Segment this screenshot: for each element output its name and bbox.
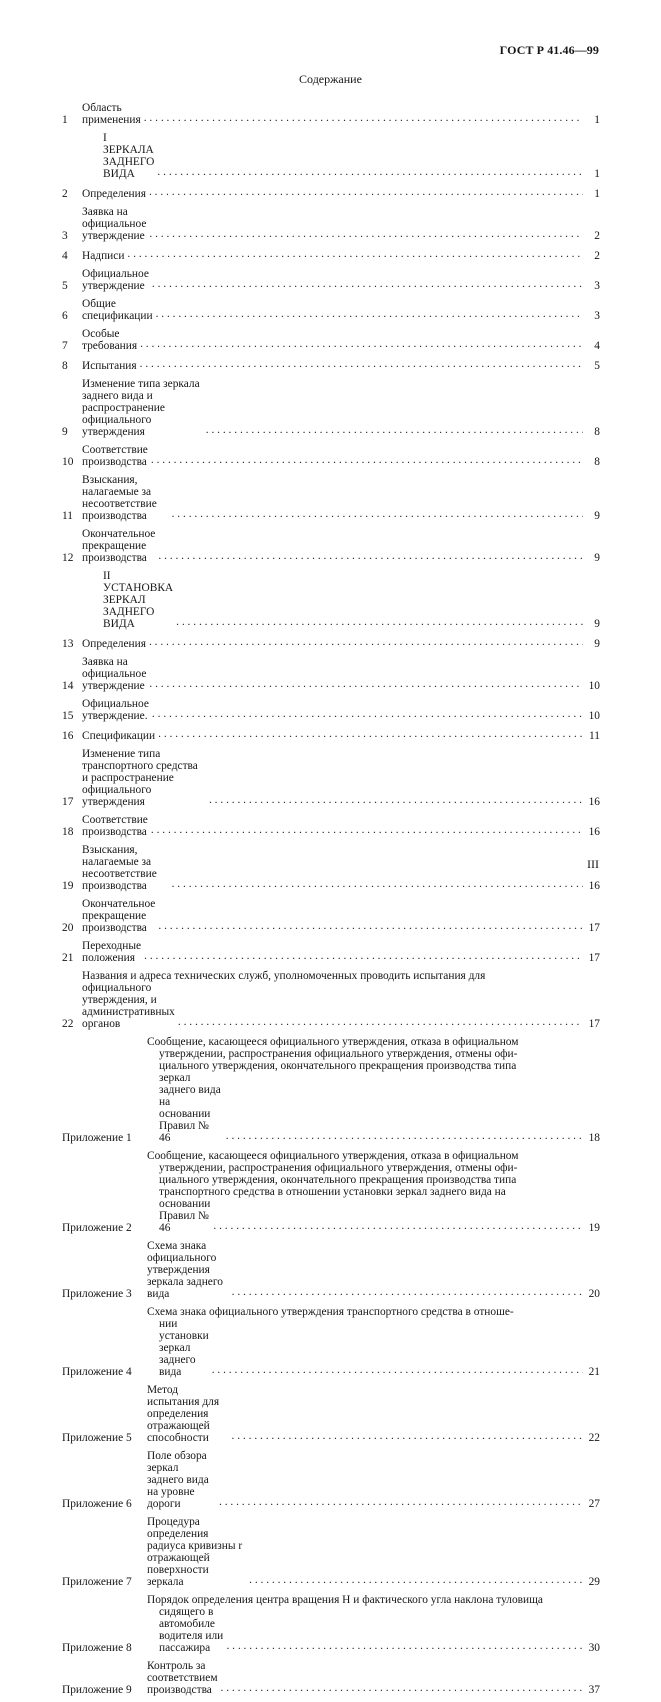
annex-title xyxy=(147,1384,600,1444)
entry-title: Взыскания, налагаемые за несоответствие производства xyxy=(82,474,157,522)
entry-page: 8 xyxy=(594,456,600,468)
entry-page: 2 xyxy=(594,250,600,262)
dot-leader xyxy=(157,166,583,178)
toc-entry[interactable] xyxy=(62,186,600,200)
annex-title xyxy=(147,1660,600,1696)
entry-body xyxy=(82,814,600,838)
annex-number: Приложение 6 xyxy=(62,1498,132,1510)
entry-page: 3 xyxy=(594,310,600,322)
entry-body xyxy=(82,186,600,200)
annex-title xyxy=(147,1306,600,1378)
dot-leader xyxy=(127,248,583,260)
annex-title-last xyxy=(147,1450,600,1510)
toc-entry[interactable] xyxy=(62,748,600,808)
toc-entry[interactable] xyxy=(62,444,600,468)
entry-number: 21 xyxy=(62,952,74,964)
annex-title-line: Процедура определения радиуса кривизны r отражающей поверхности зеркала xyxy=(147,1516,243,1588)
entry-body xyxy=(82,698,600,722)
dot-leader xyxy=(149,186,583,198)
dot-leader xyxy=(144,112,583,124)
dot-leader xyxy=(176,616,583,628)
entry-page: 3 xyxy=(594,280,600,292)
entry-title: Надписи xyxy=(82,250,125,262)
entry-title: Взыскания, налагаемые за несоответствие производства xyxy=(82,844,157,892)
toc-entry[interactable] xyxy=(62,328,600,352)
annex-title-line: утверждении, распространения официального утверждения, отмены офи- xyxy=(159,1162,518,1174)
annex-page: 30 xyxy=(588,1642,600,1654)
entry-number: 3 xyxy=(62,230,68,242)
dot-leader xyxy=(151,824,583,836)
annex-number: Приложение 7 xyxy=(62,1576,132,1588)
annex-title-last xyxy=(147,1660,600,1696)
entry-body xyxy=(82,206,600,242)
annex-title-last xyxy=(147,1072,600,1144)
entry-page: 17 xyxy=(588,952,600,964)
entry-title: Официальное утверждение. xyxy=(82,698,149,722)
entry-body xyxy=(82,570,600,630)
annex-page: 19 xyxy=(588,1222,600,1234)
annex-title-line: Сообщение, касающееся официального утверждения, отказа в официальном xyxy=(147,1036,519,1048)
annex-page: 37 xyxy=(588,1684,600,1696)
annex-page: 20 xyxy=(588,1288,600,1300)
annex-title-line: утверждении, распространения официального утверждения, отмены офи- xyxy=(159,1048,518,1060)
entry-title: Спецификации xyxy=(82,730,156,742)
entry-title: Изменение типа зеркала заднего вида и распространение официального утверждения xyxy=(82,378,200,438)
annex-number: Приложение 9 xyxy=(62,1684,132,1696)
dot-leader xyxy=(232,1430,583,1442)
entry-title: Соответствие производства xyxy=(82,814,148,838)
annex-title-line: зеркал заднего вида на основании Правил № 46 xyxy=(159,1072,221,1144)
annex-title-last xyxy=(147,1516,600,1588)
entry-page: 4 xyxy=(594,340,600,352)
entry-page: 16 xyxy=(588,880,600,892)
dot-leader xyxy=(172,508,583,520)
toc-entry[interactable] xyxy=(62,378,600,438)
dot-leader xyxy=(140,338,583,350)
annex-page: 18 xyxy=(588,1132,600,1144)
entry-body xyxy=(82,358,600,372)
entry-page: 9 xyxy=(594,552,600,564)
dot-leader xyxy=(226,1130,583,1142)
annex-title-last xyxy=(147,1318,600,1378)
dot-leader xyxy=(172,878,583,890)
entry-number: 11 xyxy=(62,510,73,522)
entry-number: 5 xyxy=(62,280,68,292)
entry-page: 2 xyxy=(594,230,600,242)
dot-leader xyxy=(221,1682,583,1694)
toc-entry[interactable] xyxy=(62,132,600,180)
annex-number: Приложение 3 xyxy=(62,1288,132,1300)
toc-entry[interactable] xyxy=(62,248,600,262)
dot-leader xyxy=(249,1574,583,1586)
entry-body xyxy=(82,844,600,892)
entry-title: Соответствие производства xyxy=(82,444,148,468)
annex-number: Приложение 5 xyxy=(62,1432,132,1444)
annex-title-line: Контроль за соответствием производства xyxy=(147,1660,218,1696)
annex-title-line: Сообщение, касающееся официального утверждения, отказа в официальном xyxy=(147,1150,519,1162)
page-number: III xyxy=(587,857,599,871)
toc-entry[interactable] xyxy=(62,970,600,1030)
dot-leader xyxy=(140,358,583,370)
annex-page: 21 xyxy=(588,1366,600,1378)
entry-title: Окончательное прекращение производства xyxy=(82,528,156,564)
entry-number: 12 xyxy=(62,552,74,564)
entry-page: 5 xyxy=(594,360,600,372)
entry-number: 2 xyxy=(62,188,68,200)
annex-title xyxy=(147,1450,600,1510)
entry-body xyxy=(82,656,600,692)
entry-page: 1 xyxy=(594,168,600,180)
annex-title-line: Порядок определения центра вращения H и фактического угла наклона туловища xyxy=(147,1594,543,1606)
entry-title: II УСТАНОВКА ЗЕРКАЛ ЗАДНЕГО ВИДА xyxy=(103,570,174,630)
entry-page: 16 xyxy=(588,826,600,838)
entry-number: 17 xyxy=(62,796,74,808)
entry-number: 1 xyxy=(62,114,68,126)
toc-entry[interactable] xyxy=(62,814,600,838)
annex-entry[interactable] xyxy=(62,1036,600,1144)
entry-title: Общие спецификации xyxy=(82,298,153,322)
dot-leader xyxy=(144,950,583,962)
annex-number: Приложение 8 xyxy=(62,1642,132,1654)
entry-title: Область применения xyxy=(82,102,141,126)
entry-title-last xyxy=(82,982,600,1030)
annex-entry[interactable] xyxy=(62,1450,600,1510)
annex-title-line: Схема знака официального утверждения транспортного средства в отноше- xyxy=(147,1306,514,1318)
dot-leader xyxy=(219,1496,583,1508)
entry-page: 8 xyxy=(594,426,600,438)
annex-entry[interactable] xyxy=(62,1594,600,1654)
dot-leader xyxy=(209,794,583,806)
entry-title: Заявка на официальное утверждение xyxy=(82,656,147,692)
toc-entry[interactable] xyxy=(62,102,600,126)
toc-entry[interactable] xyxy=(62,268,600,292)
entry-page: 1 xyxy=(594,188,600,200)
entry-title: Особые требования xyxy=(82,328,138,352)
entry-body xyxy=(82,728,600,742)
entry-number: 20 xyxy=(62,922,74,934)
toc-entry[interactable] xyxy=(62,570,600,630)
toc-entry[interactable] xyxy=(62,940,600,964)
dot-leader xyxy=(178,1016,583,1028)
dot-leader xyxy=(158,728,583,740)
dot-leader xyxy=(226,1640,583,1652)
entry-number: 8 xyxy=(62,360,68,372)
entry-title: Испытания xyxy=(82,360,137,372)
entry-title-line: официального утверждения, и административных органов xyxy=(82,982,175,1030)
annex-number: Приложение 1 xyxy=(62,1132,132,1144)
dot-leader xyxy=(213,1220,583,1232)
toc-entry[interactable] xyxy=(62,636,600,650)
entry-page: 16 xyxy=(588,796,600,808)
entry-number: 7 xyxy=(62,340,68,352)
toc-entry[interactable] xyxy=(62,898,600,934)
entry-title: Переходные положения xyxy=(82,940,142,964)
dot-leader xyxy=(151,454,583,466)
dot-leader xyxy=(149,636,583,648)
entry-title: Официальное утверждение xyxy=(82,268,149,292)
entry-body xyxy=(82,298,600,322)
entry-title-line: Названия и адреса технических служб, уполномоченных проводить испытания для xyxy=(82,970,486,982)
annex-page: 29 xyxy=(588,1576,600,1588)
annex-entry[interactable] xyxy=(62,1240,600,1300)
dot-leader xyxy=(149,678,583,690)
annex-entry[interactable] xyxy=(62,1516,600,1588)
entry-number: 10 xyxy=(62,456,74,468)
entry-title: Определения xyxy=(82,188,146,200)
entry-title: Окончательное прекращение производства xyxy=(82,898,156,934)
annex-entry[interactable] xyxy=(62,1150,600,1234)
entry-page: 10 xyxy=(588,710,600,722)
entry-body xyxy=(82,748,600,808)
entry-page: 17 xyxy=(588,922,600,934)
entry-body xyxy=(82,102,600,126)
annex-page: 22 xyxy=(588,1432,600,1444)
dot-leader xyxy=(206,424,583,436)
annex-title-last xyxy=(147,1198,600,1234)
entry-page: 9 xyxy=(594,510,600,522)
dot-leader xyxy=(212,1364,583,1376)
entry-number: 14 xyxy=(62,680,74,692)
entry-page: 9 xyxy=(594,618,600,630)
annex-title-line: транспортного средства в отношении установки зеркал заднего вида на xyxy=(159,1186,506,1198)
annex-title-last xyxy=(147,1606,600,1654)
toc-entry[interactable] xyxy=(62,528,600,564)
toc-entry[interactable] xyxy=(62,844,600,892)
entry-number: 13 xyxy=(62,638,74,650)
entry-number: 22 xyxy=(62,1018,74,1030)
entry-page: 11 xyxy=(589,730,600,742)
toc-entry[interactable] xyxy=(62,728,600,742)
annex-entry[interactable] xyxy=(62,1306,600,1378)
entry-number: 4 xyxy=(62,250,68,262)
dot-leader xyxy=(149,228,583,240)
entry-body xyxy=(82,268,600,292)
annex-title xyxy=(147,1036,600,1144)
toc-entry[interactable] xyxy=(62,474,600,522)
annex-title-last xyxy=(147,1384,600,1444)
toc-entry[interactable] xyxy=(62,206,600,242)
entry-body xyxy=(82,528,600,564)
annex-title-line: циального утверждения, окончательного прекращения производства типа xyxy=(159,1060,517,1072)
annex-title xyxy=(147,1240,600,1300)
entry-number: 16 xyxy=(62,730,74,742)
entry-body xyxy=(82,940,600,964)
entry-body xyxy=(82,444,600,468)
annex-title-line: Схема знака официального утверждения зеркала заднего вида xyxy=(147,1240,223,1300)
toc-entry[interactable] xyxy=(62,358,600,372)
annex-number: Приложение 2 xyxy=(62,1222,132,1234)
dot-leader xyxy=(156,308,583,320)
entry-title: I ЗЕРКАЛА ЗАДНЕГО ВИДА xyxy=(103,132,155,180)
entry-title: Заявка на официальное утверждение xyxy=(82,206,147,242)
entry-number: 18 xyxy=(62,826,74,838)
entry-number: 15 xyxy=(62,710,74,722)
entry-page: 10 xyxy=(588,680,600,692)
toc-entry[interactable] xyxy=(62,298,600,322)
annex-number: Приложение 4 xyxy=(62,1366,132,1378)
annex-title-line: Метод испытания для определения отражающей способности xyxy=(147,1384,220,1444)
annex-title xyxy=(147,1516,600,1588)
entry-number: 6 xyxy=(62,310,68,322)
entry-page: 1 xyxy=(594,114,600,126)
annex-title-line: циального утверждения, окончательного прекращения производства типа xyxy=(159,1174,517,1186)
entry-title: Определения xyxy=(82,638,146,650)
annex-title xyxy=(147,1594,600,1654)
dot-leader xyxy=(152,708,583,720)
entry-body xyxy=(82,474,600,522)
entry-body xyxy=(82,132,600,180)
annex-page: 27 xyxy=(588,1498,600,1510)
entry-page: 17 xyxy=(588,1018,600,1030)
annex-title-line: сидящего в автомобиле водителя или пассажира xyxy=(159,1606,224,1654)
annex-title-last xyxy=(147,1240,600,1300)
annex-title xyxy=(147,1150,600,1234)
annex-title-line: Поле обзора зеркал заднего вида на уровне дороги xyxy=(147,1450,209,1510)
annex-entry[interactable] xyxy=(62,1384,600,1444)
entry-number: 19 xyxy=(62,880,74,892)
entry-page: 9 xyxy=(594,638,600,650)
entry-body xyxy=(82,328,600,352)
entry-title: Изменение типа транспортного средства и распространение официального утверждения xyxy=(82,748,198,808)
entry-title xyxy=(82,970,600,1030)
toc-entry[interactable] xyxy=(62,656,600,692)
dot-leader xyxy=(232,1286,583,1298)
entry-body xyxy=(82,248,600,262)
toc-entry[interactable] xyxy=(62,698,600,722)
entry-body xyxy=(82,970,600,1030)
toc-heading: Содержание xyxy=(299,72,362,86)
annex-title-line: нии установки зеркал заднего вида xyxy=(159,1318,209,1378)
table-of-contents xyxy=(62,102,600,1702)
annex-title-line: основании Правил № 46 xyxy=(159,1198,211,1234)
entry-number: 9 xyxy=(62,426,68,438)
entry-body xyxy=(82,636,600,650)
entry-body xyxy=(82,378,600,438)
dot-leader xyxy=(158,920,583,932)
standard-code: ГОСТ Р 41.46—99 xyxy=(499,43,599,57)
entry-body xyxy=(82,898,600,934)
dot-leader xyxy=(152,278,583,290)
dot-leader xyxy=(158,550,583,562)
annex-entry[interactable] xyxy=(62,1660,600,1696)
